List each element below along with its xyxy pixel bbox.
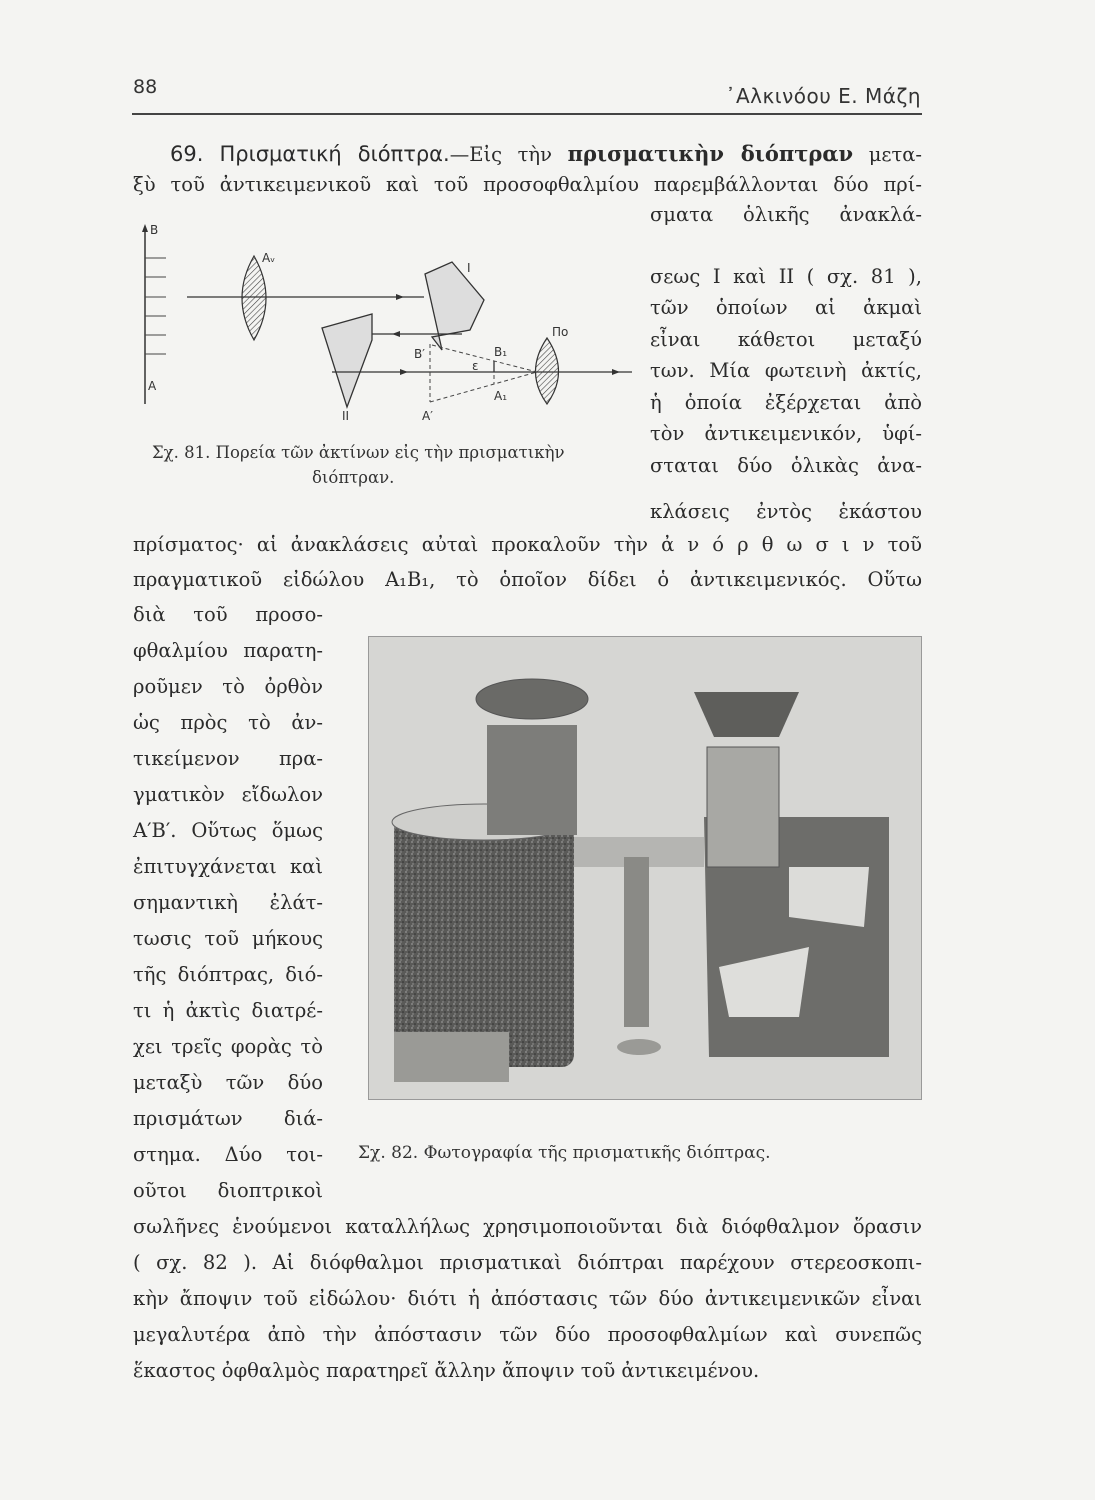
body-line: ξὺ τοῦ ἀντικειμενικοῦ καὶ τοῦ προσοφθαλμίου παρεμβάλλονται δύο πρί-	[133, 173, 922, 196]
section-bold-term: πρισματικὴν διόπτραν	[567, 141, 854, 166]
body-line: σωλῆνες ἑνούμενοι καταλλήλως χρησιμοποιοῦνται διὰ διόφθαλμον ὅρασιν	[133, 1215, 922, 1238]
incoming-rays	[145, 258, 166, 354]
body-line: ροῦμεν τὸ ὀρθὸν	[133, 675, 323, 698]
prism-ii	[322, 314, 372, 407]
label-eyepiece: Πο	[552, 325, 569, 339]
body-line: σεως I καὶ II ( σχ. 81 ),	[650, 265, 922, 288]
body-line: κλάσεις ἐντὸς ἑκάστου	[650, 500, 922, 523]
body-line: ( σχ. 82 ). Αἱ διόφθαλμοι πρισματικαὶ διόπτραι παρέχουν στερεοσκοπι-	[133, 1251, 922, 1274]
body-line: μεταξὺ τῶν δύο	[133, 1071, 323, 1094]
section-title: 69. Πρισματική διόπτρα.	[170, 142, 450, 166]
running-head: ᾿Αλκινόου Ε. Μάζη	[725, 84, 921, 108]
body-line: πραγματικοῦ εἰδώλου A₁B₁, τὸ ὁποῖον δίδει ὁ ἀντικειμενικός. Οὕτω	[133, 568, 922, 591]
figure-81-caption-line2: διόπτραν.	[312, 468, 395, 487]
body-line: των. Μία φωτεινὴ ἀκτίς,	[650, 359, 922, 382]
body-line: ἕκαστος ὀφθαλμὸς παρατηρεῖ ἄλλην ἄποψιν τοῦ ἀντικειμένου.	[133, 1359, 760, 1382]
body-line: πρισμάτων διά-	[133, 1107, 323, 1130]
body-line: τῆς διόπτρας, διό-	[133, 963, 323, 986]
label-prism-2: II	[342, 409, 350, 422]
body-line: κὴν ἄποψιν τοῦ εἰδώλου· διότι ἡ ἀπόστασις τῶν δύο ἀντικειμενικῶν εἶναι	[133, 1287, 922, 1310]
body-line: εἶναι κάθετοι μεταξύ	[650, 328, 922, 351]
section-heading-line	[170, 139, 922, 170]
body-line: σημαντικὴ ἐλάτ-	[133, 891, 323, 914]
figure-82-photo	[368, 636, 922, 1100]
figure-81-caption-line1: Σχ. 81. Πορεία τῶν ἀκτίνων εἰς τὴν πρισματικὴν	[152, 443, 565, 462]
body-line: πρίσματος· αἱ ἀνακλάσεις αὐταὶ προκαλοῦν τὴν ἀ ν ό ρ θ ω σ ι ν τοῦ	[133, 533, 922, 556]
body-line: τῶν ὁποίων αἱ ἀκμαὶ	[650, 296, 922, 319]
binoculars-illustration	[369, 637, 921, 1099]
body-line: τι ἡ ἀκτὶς διατρέ-	[133, 999, 323, 1022]
body-line: τὸν ἀντικειμενικόν, ὑφί-	[650, 422, 922, 445]
label-object-top: B	[150, 223, 159, 237]
body-line: ὡς πρὸς τὸ ἀν-	[133, 711, 323, 734]
label-angle: ε	[472, 359, 479, 373]
figure-82-caption: Σχ. 82. Φωτογραφία τῆς πρισματικῆς διόπτρας.	[358, 1143, 771, 1163]
page-number: 88	[133, 76, 158, 98]
body-line: χει τρεῖς φορὰς τὸ	[133, 1035, 323, 1058]
body-line: διὰ τοῦ προσο-	[133, 603, 323, 626]
body-line: τωσις τοῦ μήκους	[133, 927, 323, 950]
body-line: σματα ὁλικῆς ἀνακλά-	[650, 203, 922, 226]
body-line: φθαλμίου παρατη-	[133, 639, 323, 662]
section-after-term: μετα-	[868, 143, 923, 166]
body-line: σταται δύο ὁλικὰς ἀνα-	[650, 454, 922, 477]
eyepiece-lens	[536, 338, 559, 404]
body-line: στημα. Δύο τοι-	[133, 1143, 323, 1166]
label-real-top: B₁	[494, 345, 508, 359]
body-line: οῦτοι διοπτρικοὶ	[133, 1179, 323, 1202]
label-prism-1: I	[467, 261, 471, 275]
body-line: ἐπιτυγχάνεται καὶ	[133, 855, 323, 878]
label-objective: Aᵥ	[262, 251, 276, 265]
label-real-bottom: A₁	[494, 389, 508, 403]
section-lead: —Εἰς τὴν	[449, 143, 552, 166]
body-line: μεγαλυτέρα ἀπὸ τὴν ἀπόστασιν τῶν δύο προσοφθαλμίων καὶ συνεπῶς	[133, 1323, 922, 1346]
body-line: ἡ ὁποία ἐξέρχεται ἀπὸ	[650, 391, 922, 414]
body-line: τικείμενον πρα-	[133, 747, 323, 770]
body-line: A′B′. Οὕτως ὅμως	[133, 819, 323, 842]
objective-lens	[242, 256, 266, 340]
body-line: γματικὸν εἴδωλον	[133, 783, 323, 806]
header-rule	[132, 113, 922, 115]
figure-81-ray-diagram	[132, 222, 632, 422]
label-virtual-top: B′	[414, 347, 425, 361]
prism-i	[425, 262, 484, 350]
label-virtual-bottom: A′	[422, 409, 433, 422]
label-object-bottom: A	[148, 379, 157, 393]
